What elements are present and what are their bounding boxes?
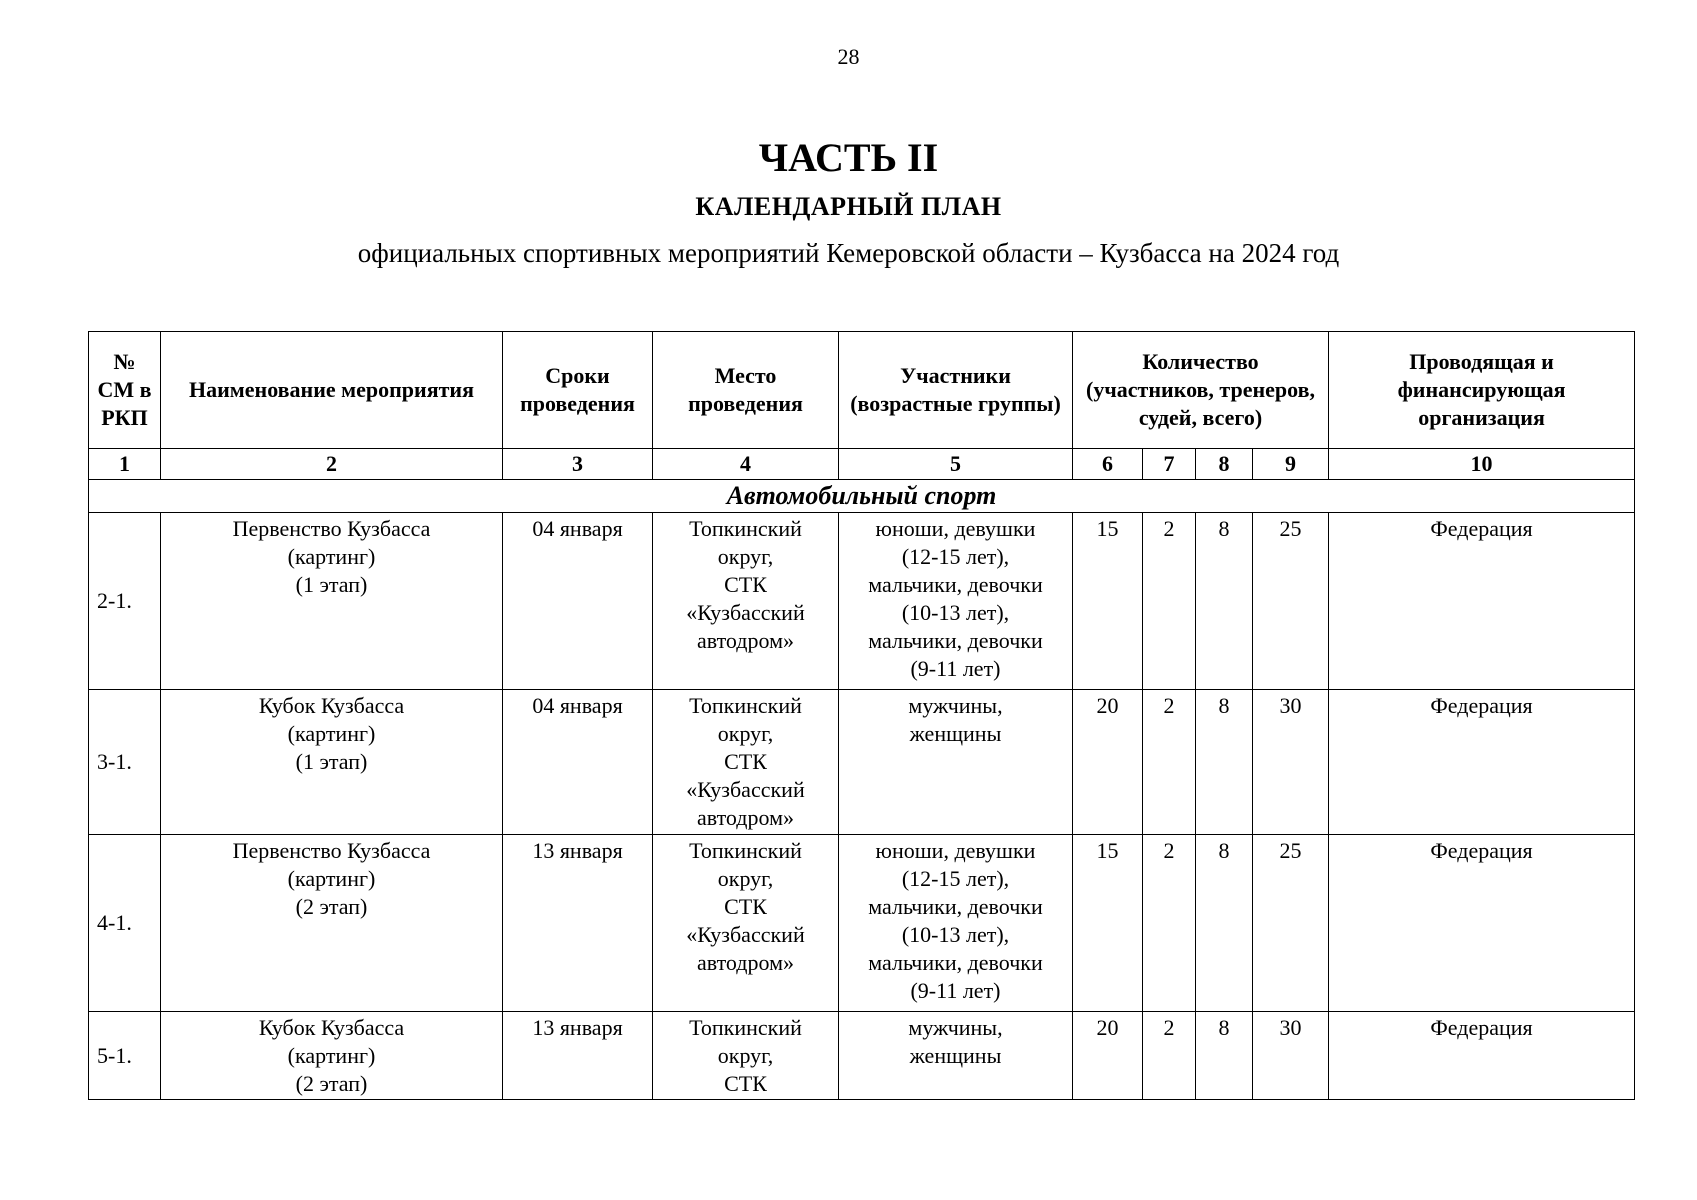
quantity-c8: 8 [1196, 1012, 1253, 1100]
column-number-row [89, 449, 1635, 480]
participants-line: мальчики, девочки [868, 894, 1043, 919]
event-place-line: «Кузбасский [686, 777, 805, 802]
organization: Федерация [1329, 690, 1635, 835]
table-row [89, 835, 1635, 1012]
event-place [653, 690, 839, 835]
event-name-line: (2 этап) [295, 894, 368, 919]
event-place-line: «Кузбасский [686, 922, 805, 947]
event-place-line: Топкинский [689, 693, 802, 718]
event-place-line: СТК [724, 894, 767, 919]
quantity-c6: 15 [1073, 835, 1143, 1012]
column-number: 9 [1253, 449, 1329, 480]
event-name-line: (картинг) [287, 544, 376, 569]
column-number: 6 [1073, 449, 1143, 480]
row-number: 5-1. [89, 1012, 161, 1100]
event-participants [839, 513, 1073, 690]
event-name-line: Кубок Кузбасса [258, 1015, 405, 1040]
event-name-line: (1 этап) [295, 749, 368, 774]
document-title: ЧАСТЬ II [758, 135, 939, 180]
event-place-line: автодром» [697, 950, 794, 975]
participants-line: (10-13 лет), [901, 922, 1010, 947]
header-sm-number: № СМ в РКП [89, 332, 161, 449]
participants-line: мужчины, [908, 693, 1003, 718]
event-place-line: Топкинский [689, 1015, 802, 1040]
event-place-line: Топкинский [689, 516, 802, 541]
event-name-line: Кубок Кузбасса [258, 693, 405, 718]
event-name [161, 1012, 503, 1100]
column-number: 5 [839, 449, 1073, 480]
event-place [653, 835, 839, 1012]
page-number: 28 [837, 44, 860, 69]
column-number: 4 [653, 449, 839, 480]
header-place: Место проведения [653, 332, 839, 449]
table-row [89, 690, 1635, 835]
participants-line: (10-13 лет), [901, 600, 1010, 625]
event-place-line: СТК [724, 572, 767, 597]
participants-line: (9-11 лет) [910, 656, 1001, 681]
event-name-line: (картинг) [287, 1043, 376, 1068]
event-place-line: автодром» [697, 805, 794, 830]
event-name [161, 513, 503, 690]
event-place-line: «Кузбасский [686, 600, 805, 625]
table-body [89, 449, 1635, 1100]
column-number: 2 [161, 449, 503, 480]
event-place-line: автодром» [697, 628, 794, 653]
section-title: Автомобильный спорт [89, 480, 1635, 513]
quantity-c7: 2 [1143, 513, 1196, 690]
participants-line: женщины [909, 721, 1002, 746]
quantity-c9: 30 [1253, 690, 1329, 835]
event-name-line: (картинг) [287, 721, 376, 746]
column-number: 10 [1329, 449, 1635, 480]
quantity-c8: 8 [1196, 690, 1253, 835]
quantity-c7: 2 [1143, 1012, 1196, 1100]
table-row [89, 1012, 1635, 1100]
column-number: 8 [1196, 449, 1253, 480]
header-participants: Участники (возрастные группы) [839, 332, 1073, 449]
event-date: 13 января [503, 1012, 653, 1100]
header-organization: Проводящая и финансирующая организация [1329, 332, 1635, 449]
quantity-c6: 20 [1073, 690, 1143, 835]
participants-line: мужчины, [908, 1015, 1003, 1040]
organization: Федерация [1329, 835, 1635, 1012]
participants-line: мальчики, девочки [868, 572, 1043, 597]
quantity-c6: 15 [1073, 513, 1143, 690]
quantity-c8: 8 [1196, 835, 1253, 1012]
column-number: 7 [1143, 449, 1196, 480]
event-name [161, 690, 503, 835]
event-date: 04 января [503, 513, 653, 690]
participants-line: (12-15 лет), [901, 544, 1010, 569]
event-name-line: Первенство Кузбасса [232, 516, 431, 541]
participants-line: юноши, девушки [875, 516, 1036, 541]
quantity-c7: 2 [1143, 835, 1196, 1012]
header-dates: Сроки проведения [503, 332, 653, 449]
event-place-line: округ, [717, 1043, 774, 1068]
event-name-line: (1 этап) [295, 572, 368, 597]
event-participants [839, 835, 1073, 1012]
quantity-c8: 8 [1196, 513, 1253, 690]
event-place-line: округ, [717, 866, 774, 891]
event-name-line: (картинг) [287, 866, 376, 891]
event-place-line: СТК [724, 1071, 767, 1096]
row-number: 3-1. [89, 690, 161, 835]
event-place-line: округ, [717, 721, 774, 746]
participants-line: мальчики, девочки [868, 950, 1043, 975]
event-participants [839, 1012, 1073, 1100]
participants-line: (9-11 лет) [910, 978, 1001, 1003]
event-date: 04 января [503, 690, 653, 835]
plan-heading: КАЛЕНДАРНЫЙ ПЛАН [695, 192, 1002, 221]
quantity-c9: 25 [1253, 835, 1329, 1012]
participants-line: мальчики, девочки [868, 628, 1043, 653]
event-place-line: Топкинский [689, 838, 802, 863]
column-number: 1 [89, 449, 161, 480]
quantity-c9: 30 [1253, 1012, 1329, 1100]
quantity-c9: 25 [1253, 513, 1329, 690]
header-quantity: Количество (участников, тренеров, судей, всего) [1073, 332, 1329, 449]
table-row [89, 513, 1635, 690]
quantity-c7: 2 [1143, 690, 1196, 835]
row-number: 2-1. [89, 513, 161, 690]
participants-line: юноши, девушки [875, 838, 1036, 863]
event-date: 13 января [503, 835, 653, 1012]
event-place-line: округ, [717, 544, 774, 569]
event-name-line: Первенство Кузбасса [232, 838, 431, 863]
event-participants [839, 690, 1073, 835]
organization: Федерация [1329, 1012, 1635, 1100]
quantity-c6: 20 [1073, 1012, 1143, 1100]
header-event-name: Наименование мероприятия [161, 332, 503, 449]
calendar-plan-table [88, 331, 1635, 1100]
section-row [89, 480, 1635, 513]
event-place-line: СТК [724, 749, 767, 774]
plan-subtitle: официальных спортивных мероприятий Кемеровской области – Кузбасса на 2024 год [357, 238, 1340, 268]
event-name-line: (2 этап) [295, 1071, 368, 1096]
event-place [653, 513, 839, 690]
participants-line: женщины [909, 1043, 1002, 1068]
participants-line: (12-15 лет), [901, 866, 1010, 891]
organization: Федерация [1329, 513, 1635, 690]
event-name [161, 835, 503, 1012]
event-place [653, 1012, 839, 1100]
row-number: 4-1. [89, 835, 161, 1012]
column-number: 3 [503, 449, 653, 480]
